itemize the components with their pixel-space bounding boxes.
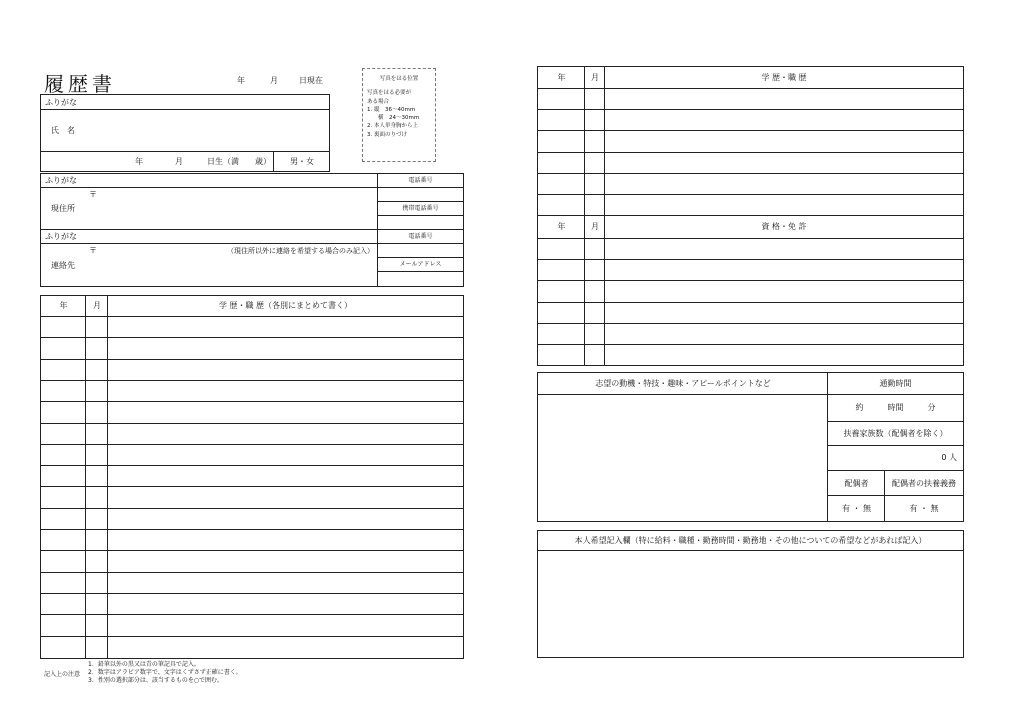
- table-row[interactable]: [538, 238, 963, 259]
- table-row[interactable]: [41, 486, 463, 507]
- history-right-year-header: 年: [557, 72, 566, 82]
- licenses-heading: 資 格・免 許: [761, 222, 807, 231]
- table-row[interactable]: [41, 614, 463, 635]
- photo-placeholder[interactable]: [362, 68, 436, 162]
- wishes-field[interactable]: [538, 551, 963, 657]
- table-row[interactable]: [41, 423, 463, 444]
- name-furigana-field[interactable]: [101, 95, 329, 110]
- name-furigana-label: ふりがな: [45, 97, 77, 107]
- name-block: [40, 94, 330, 152]
- wishes-heading: 本人希望記入欄（特に給料・職種・勤務時間・勤務地・その他についての希望などがあれば記入）: [538, 531, 963, 551]
- contact-postal-mark: 〒: [89, 246, 97, 255]
- history-left-year-header: 年: [59, 301, 68, 310]
- note-item: 2．数字はアラビア数字で、文字はくずさず正確に書く。: [88, 669, 242, 677]
- mobile-label: 携帯電話番号: [378, 202, 463, 216]
- contact-furigana-label: ふりがな: [45, 232, 77, 241]
- phone-field[interactable]: [378, 188, 463, 202]
- table-row[interactable]: [41, 529, 463, 550]
- table-row[interactable]: [41, 316, 463, 337]
- history-table-right: [537, 66, 964, 216]
- wishes-block: [537, 530, 964, 658]
- dependents-field[interactable]: 0 人: [828, 446, 963, 471]
- table-row[interactable]: [538, 194, 963, 215]
- table-row[interactable]: [41, 572, 463, 593]
- table-row[interactable]: [41, 550, 463, 571]
- history-right-month-header: 月: [591, 72, 599, 82]
- contact-note: （現住所以外に連絡を希望する場合のみ記入）: [227, 247, 374, 255]
- table-row[interactable]: [41, 636, 463, 657]
- history-table-left: [40, 295, 464, 659]
- name-field[interactable]: [101, 110, 329, 151]
- table-row[interactable]: [538, 344, 963, 365]
- birth-row: [40, 152, 330, 172]
- address-postal-mark: 〒: [89, 190, 97, 199]
- email-field[interactable]: [378, 272, 463, 286]
- table-row[interactable]: [538, 88, 963, 109]
- notes-label: 記入上の注意: [44, 671, 81, 678]
- spouse-field[interactable]: 有 ・ 無: [841, 503, 872, 513]
- photo-title: 写真をはる位置: [379, 76, 419, 82]
- contact-phone-field[interactable]: [378, 244, 463, 258]
- photo-line: 1. 縦 36〜40mm: [367, 106, 416, 113]
- date-suffix-label: 日現在: [299, 76, 323, 85]
- table-row[interactable]: [41, 508, 463, 529]
- table-row[interactable]: [538, 280, 963, 301]
- table-row[interactable]: [538, 109, 963, 130]
- contact-phone-label: 電話番号: [378, 230, 463, 244]
- history-left-month-header: 月: [93, 301, 101, 310]
- contact-block: [40, 230, 464, 287]
- motivation-field[interactable]: [538, 395, 827, 521]
- table-row[interactable]: [538, 130, 963, 151]
- photo-line: 3. 裏面のりづけ: [367, 131, 407, 138]
- photo-line: 写真をはる必要が: [367, 90, 412, 97]
- notes-list: [88, 661, 242, 685]
- address-furigana-label: ふりがな: [45, 176, 77, 185]
- contact-field[interactable]: [101, 244, 377, 286]
- date-year-label: 年: [237, 76, 245, 85]
- table-row[interactable]: [538, 259, 963, 280]
- spouse-heading: 配偶者: [844, 478, 869, 488]
- page-title: 履歴書: [44, 72, 116, 96]
- dependents-heading: 扶養家族数（配偶者を除く）: [828, 422, 963, 446]
- licenses-year-header: 年: [557, 222, 566, 231]
- birth-month-label: 月: [175, 157, 183, 166]
- table-row[interactable]: [41, 401, 463, 422]
- table-row[interactable]: [41, 593, 463, 614]
- note-item: 1．鉛筆以外の黒又は青の筆記具で記入。: [88, 661, 200, 668]
- spouse-support-field[interactable]: 有 ・ 無: [909, 503, 939, 513]
- address-label: 現住所: [51, 203, 75, 213]
- date-month-label: 月: [270, 76, 278, 85]
- history-right-heading: 学 歴・職 歴: [761, 72, 807, 82]
- address-field[interactable]: [101, 188, 377, 229]
- gender-select[interactable]: 男・女: [290, 156, 314, 166]
- table-row[interactable]: [538, 173, 963, 194]
- contact-label: 連絡先: [51, 261, 75, 270]
- address-block: [40, 173, 464, 230]
- birth-year-label: 年: [135, 157, 143, 166]
- motivation-block: [537, 372, 964, 522]
- table-row[interactable]: [538, 152, 963, 173]
- phone-label: 電話番号: [378, 174, 463, 188]
- table-row[interactable]: [41, 465, 463, 486]
- table-row[interactable]: [41, 444, 463, 465]
- photo-line: 2. 本人単身胸から上: [367, 123, 418, 130]
- note-item: 3．性別の選択部分は、該当するものを○で囲む。: [88, 677, 224, 685]
- commute-heading: 通勤時間: [879, 379, 912, 388]
- licenses-month-header: 月: [591, 222, 599, 231]
- commute-field[interactable]: 約 時間 分: [828, 395, 963, 422]
- email-label: メールアドレス: [378, 258, 463, 272]
- mobile-field[interactable]: [378, 216, 463, 229]
- licenses-table: [537, 215, 964, 366]
- table-row[interactable]: [41, 359, 463, 380]
- birth-suffix-label: 日生（満 歳）: [207, 157, 271, 166]
- photo-line: ある場合: [367, 98, 390, 105]
- history-left-heading: 学 歴・職 歴（各別にまとめて書く）: [218, 301, 353, 310]
- table-row[interactable]: [538, 323, 963, 344]
- table-row[interactable]: [538, 302, 963, 323]
- table-row[interactable]: [41, 337, 463, 358]
- table-row[interactable]: [41, 380, 463, 401]
- motivation-heading: 志望の動機・特技・趣味・アピールポイントなど: [595, 379, 771, 388]
- photo-line: 横 24〜30mm: [367, 115, 420, 121]
- name-label: 氏 名: [51, 125, 75, 135]
- spouse-support-heading: 配偶者の扶養義務: [892, 478, 956, 488]
